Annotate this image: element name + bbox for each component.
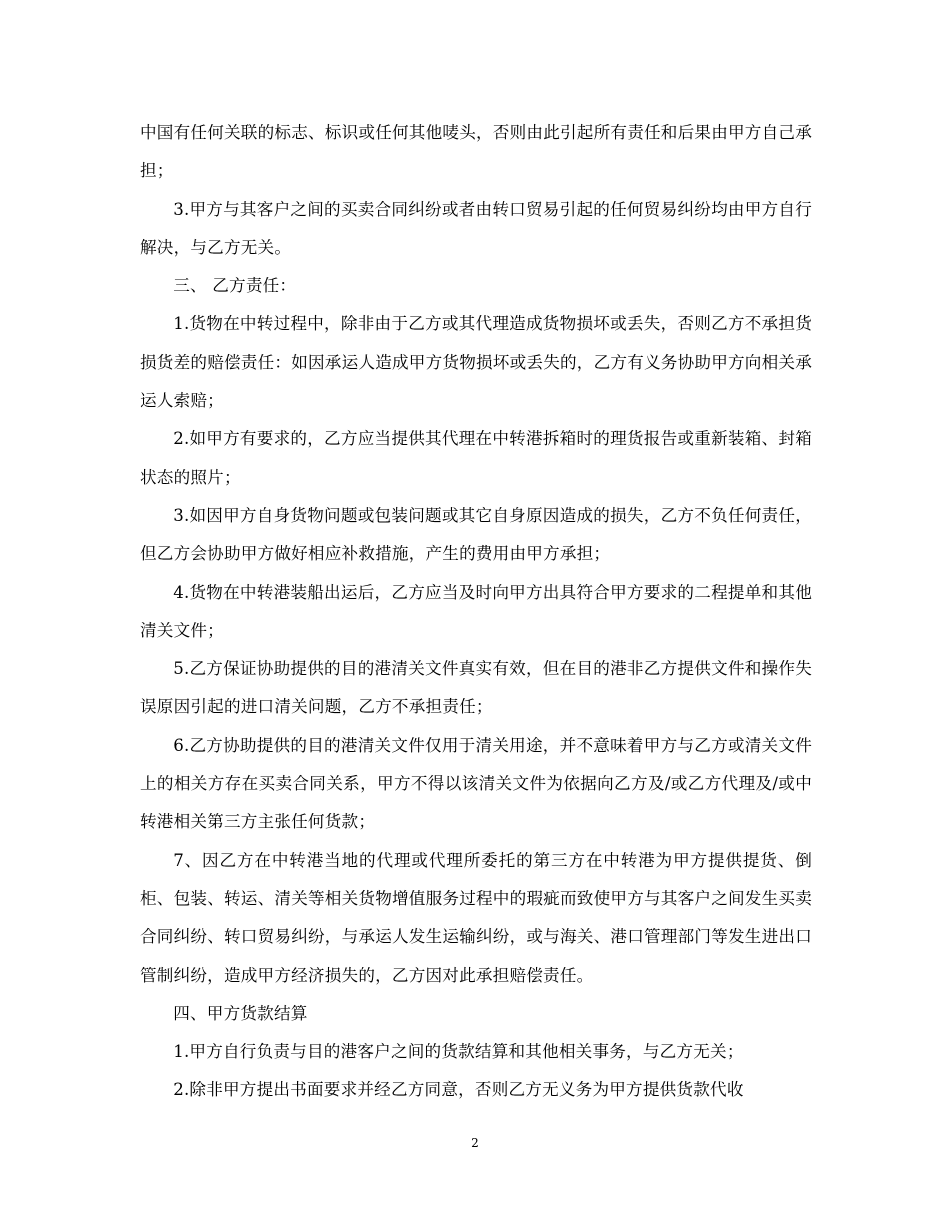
paragraph-5: 2.如甲方有要求的，乙方应当提供其代理在中转港拆箱时的理货报告或重新装箱、封箱状态的照片； <box>140 429 812 487</box>
paragraph-2: 3.甲方与其客户之间的买卖合同纠纷或者由转口贸易引起的任何贸易纠纷均由甲方自行解决，与乙方无关。 <box>140 199 812 257</box>
paragraph-6: 3.如因甲方自身货物问题或包装问题或其它自身原因造成的损失，乙方不负任何责任，但乙方会协助甲方做好相应补救措施，产生的费用由甲方承担； <box>140 505 812 564</box>
paragraph-9: 6.乙方协助提供的目的港清关文件仅用于清关用途，并不意味着甲方与乙方或清关文件上的相关方存在买卖合同关系，甲方不得以该清关文件为依据向乙方及/或乙方代理及/或中转港相关第三方主张任何货款； <box>140 735 812 832</box>
section-heading-3: 三、 乙方责任： <box>173 276 297 296</box>
paragraph-8: 5.乙方保证协助提供的目的港清关文件真实有效，但在目的港非乙方提供文件和操作失误原因引起的进口清关问题，乙方不承担责任； <box>140 659 812 717</box>
paragraph-1: 中国有任何关联的标志、标识或任何其他唛头，否则由此引起所有责任和后果由甲方自己承担； <box>140 123 812 181</box>
page-number: 2 <box>471 1136 479 1150</box>
paragraph-13: 2.除非甲方提出书面要求并经乙方同意，否则乙方无义务为甲方提供货款代收 <box>173 1080 744 1100</box>
paragraph-10: 7、因乙方在中转港当地的代理或代理所委托的第三方在中转港为甲方提供提货、倒柜、包装、转运、清关等相关货物增值服务过程中的瑕疵而致使甲方与其客户之间发生买卖合同纠纷、转口贸易纠纷，与承运人发生运输纠纷，或与海关、港口管理部门等发生进出口管制纠纷，造成甲方经济损失的，乙方因对此承担赔偿责任。 <box>140 850 812 985</box>
section-heading-4: 四、甲方货款结算 <box>173 1003 308 1023</box>
document-body <box>140 114 812 1110</box>
paragraph-4: 1.货物在中转过程中，除非由于乙方或其代理造成货物损坏或丢失，否则乙方不承担货损货差的赔偿责任：如因承运人造成甲方货物损坏或丢失的，乙方有义务协助甲方向相关承运人索赔； <box>140 314 812 411</box>
paragraph-7: 4.货物在中转港装船出运后，乙方应当及时向甲方出具符合甲方要求的二程提单和其他清关文件； <box>140 582 812 640</box>
paragraph-12: 1.甲方自行负责与目的港客户之间的货款结算和其他相关事务，与乙方无关； <box>173 1042 744 1062</box>
